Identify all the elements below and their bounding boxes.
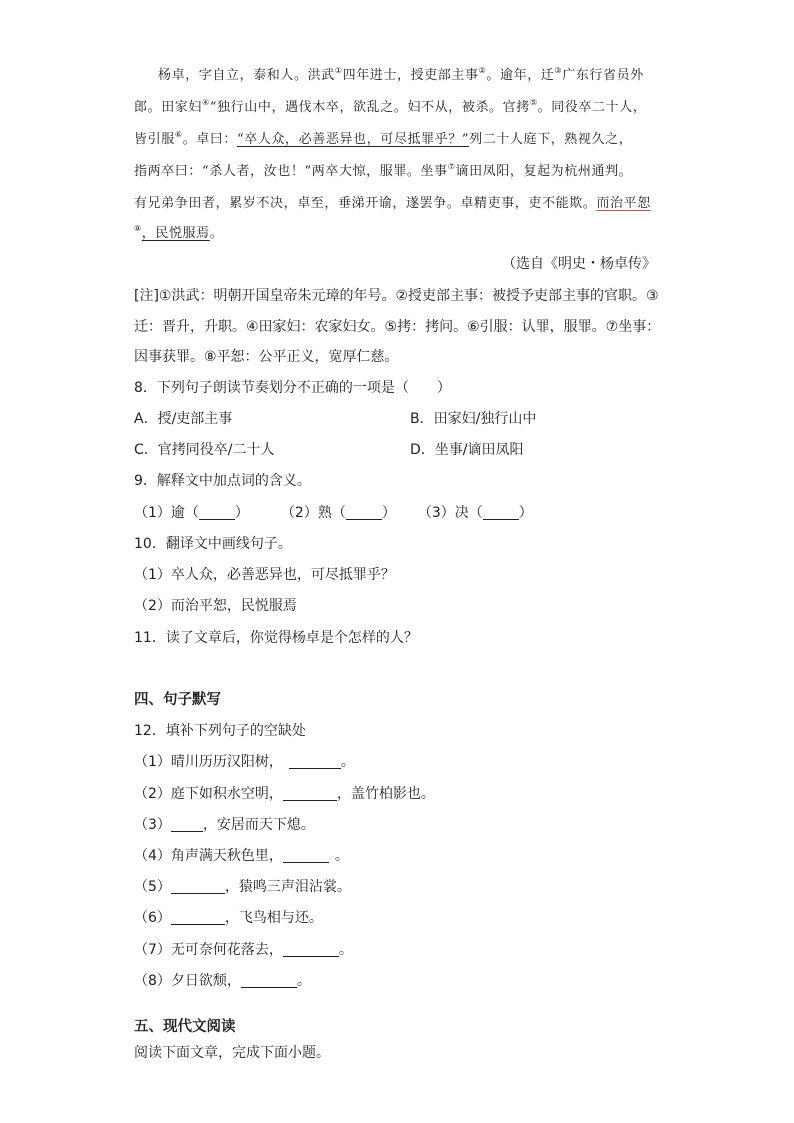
- paren-close: ）: [234, 505, 249, 521]
- question-9-part-2: （2）熟（: [280, 505, 346, 521]
- fill-text: 。: [334, 848, 349, 864]
- notes-line-1: [注]①洪武：明朝开国皇帝朱元璋的年号。②授吏部主事：被授予吏部主事的官职。③: [134, 288, 659, 304]
- note-marker: ③: [554, 66, 563, 75]
- passage-text: 。同役卒二十人，: [537, 100, 647, 115]
- question-8-option-b[interactable]: B．田家妇/独行山中: [410, 411, 537, 427]
- fill-text: 。: [338, 942, 353, 958]
- note-marker: ⑥: [174, 130, 183, 139]
- question-10-part-2: （2）而治平恕，民悦服焉: [134, 598, 297, 614]
- answer-blank[interactable]: [283, 786, 337, 801]
- fill-item-5: [134, 877, 351, 897]
- fill-text: ，猿鸣三声泪沾裳。: [224, 879, 351, 895]
- fill-item-8: [134, 971, 311, 991]
- note-marker: ⑧: [134, 224, 142, 233]
- fill-text: （3）: [134, 817, 171, 833]
- answer-blank[interactable]: [171, 879, 225, 894]
- passage-line-5: [134, 194, 651, 214]
- question-8-option-d[interactable]: D．坐事/谪田凤阳: [410, 442, 524, 458]
- notes-line-2: 迁：晋升，升职。④田家妇：农家妇女。⑤拷：拷问。⑥引服：认罪，服罪。⑦坐事：: [134, 319, 661, 335]
- passage-text: 。卓曰：: [182, 132, 237, 147]
- passage-line-3: [134, 130, 632, 150]
- question-10-stem: 10．翻译文中画线句子。: [134, 536, 292, 552]
- answer-blank[interactable]: [171, 910, 225, 925]
- question-9-part-1: （1）逾（: [134, 505, 199, 521]
- question-8-stem: 8．下列句子朗读节奏划分不正确的一项是（ ）: [134, 380, 451, 396]
- question-9-parts: [134, 503, 533, 523]
- passage-text: 。: [209, 226, 224, 241]
- fill-item-7: [134, 940, 353, 960]
- passage-text: 郎。田家妇: [134, 100, 203, 115]
- answer-blank[interactable]: [483, 505, 519, 520]
- notes-line-3: 因事获罪。⑧平恕：公平正义，宽厚仁慈。: [134, 349, 399, 365]
- answer-blank[interactable]: [283, 942, 339, 957]
- question-8-option-a[interactable]: A．授/吏部主事: [134, 411, 233, 427]
- section-5-heading: 五、现代文阅读: [134, 1019, 236, 1035]
- answer-blank[interactable]: [171, 817, 203, 832]
- fill-text: ，盖竹柏影也。: [336, 786, 435, 802]
- answer-blank[interactable]: [199, 505, 235, 520]
- passage-line-2: [134, 98, 646, 118]
- fill-item-2: [134, 784, 435, 804]
- fill-item-3: [134, 815, 315, 835]
- passage-text: 谪田凤阳，复起为杭州通判。: [455, 164, 633, 179]
- passage-text: 有兄弟争田者，累岁不决，卓至，垂涕开谕，遂罢争。卓精吏事，吏不能欺。: [134, 196, 597, 211]
- note-marker: ⑦: [447, 162, 456, 171]
- fill-text: ，安居而天下熄。: [202, 817, 315, 833]
- section-4-heading: 四、句子默写: [134, 692, 221, 708]
- question-8-option-c[interactable]: C．官拷同役卒/二十人: [134, 442, 275, 458]
- fill-item-4: [134, 846, 349, 866]
- passage-line-1: [158, 66, 644, 86]
- note-marker: ⑤: [529, 98, 538, 107]
- question-11-stem: 11．读了文章后，你觉得杨卓是个怎样的人？: [134, 630, 418, 646]
- question-10-part-1: （1）卒人众，必善恶异也，可尽抵罪乎？: [134, 567, 395, 583]
- fill-text: （4）角声满天秋色里，: [134, 848, 283, 864]
- passage-text: 列二十人庭下，熟视久之，: [469, 132, 633, 147]
- fill-item-1: [134, 752, 355, 772]
- passage-text: 广东行省员外: [562, 68, 644, 83]
- fill-text: （1）晴川历历汉阳树，: [134, 754, 283, 770]
- paren-close: ）: [518, 505, 533, 521]
- fill-text: 。: [340, 754, 355, 770]
- passage-text: “独行山中，遇伐木卒，欲乱之。妇不从，被杀。官拷: [209, 100, 530, 115]
- fill-text: （5）: [134, 879, 171, 895]
- section-5-intro: 阅读下面文章，完成下面小题。: [134, 1045, 330, 1061]
- passage-text: 皆引服: [134, 132, 175, 147]
- question-9-stem: 9．解释文中加点词的含义。: [134, 473, 311, 489]
- fill-item-6: [134, 908, 323, 928]
- fill-text: （8）夕日欲颓，: [134, 973, 241, 989]
- answer-blank[interactable]: [241, 973, 297, 988]
- note-marker: ①: [334, 66, 343, 75]
- answer-blank[interactable]: [346, 505, 382, 520]
- fill-text: （6）: [134, 910, 171, 926]
- underlined-sentence: “卒人众，必善恶异也，可尽抵罪乎？”: [237, 132, 470, 147]
- note-marker: ②: [478, 66, 487, 75]
- question-12-stem: 12．填补下列句子的空缺处: [134, 723, 306, 739]
- fill-text: （2）庭下如积水空明，: [134, 786, 283, 802]
- note-marker: ④: [202, 98, 210, 107]
- passage-text: 。逾年，迁: [486, 68, 555, 83]
- passage-text: 杨卓，字自立，泰和人。洪武: [158, 68, 335, 83]
- passage-line-6: [134, 224, 223, 244]
- passage-text: 四年进士，授吏部主事: [342, 68, 479, 83]
- fill-text: 。: [296, 973, 311, 989]
- underlined-sentence: ，民悦服焉: [141, 226, 210, 241]
- answer-blank[interactable]: [283, 848, 329, 863]
- passage-source: （选自《明史・杨卓传》: [502, 256, 656, 272]
- answer-blank[interactable]: [289, 754, 341, 769]
- question-9-part-3: （3）决（: [417, 505, 483, 521]
- fill-text: （7）无可奈何花落去，: [134, 942, 283, 958]
- paren-close: ）: [381, 505, 396, 521]
- fill-text: ，飞鸟相与还。: [224, 910, 323, 926]
- underlined-sentence: 而治平恕: [596, 196, 651, 211]
- passage-line-4: [134, 162, 632, 182]
- passage-text: 指两卒曰：“杀人者，汝也！”两卒大惊，服罪。坐事: [134, 164, 448, 179]
